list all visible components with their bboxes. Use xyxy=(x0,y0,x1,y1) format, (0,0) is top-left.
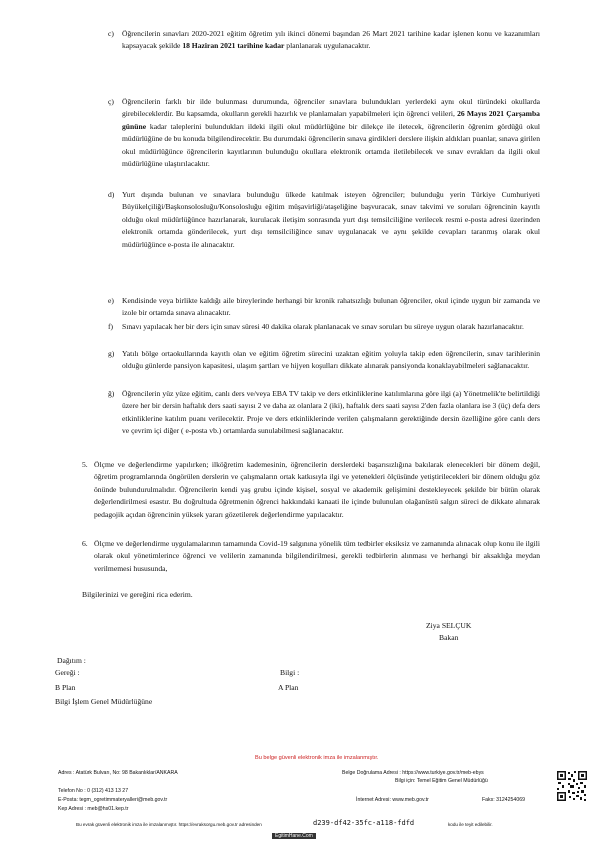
list-item-text xyxy=(122,321,540,333)
verify-note-left: Bu evrak güvenli elektronik imza ile imzalanmıştır. https://evraksorgu.meb.gov.tr adresinden xyxy=(76,822,262,827)
text-run: Sınavı yapılacak her bir ders için sınav süresi 40 dakika olarak planlanacak ve sınav soruları bu süreye uygun olarak hazırlanacaktır. xyxy=(122,322,524,331)
signature-title: Bakan xyxy=(439,633,459,642)
text-run: Yatılı bölge ortaokullarında kayıtlı olan ve eğitim öğretim sürecini uzaktan eğitim yoluyla takip eden öğrencilerin, sınav tarihlerinin olduğu günlerde pansiyon kapasitesi, ulaşım şartları ve hijyen koşulları dikkate alınarak pansiyonda konaklayabilmeleri sağlanacaktır. xyxy=(122,349,540,371)
closing-sentence: Bilgilerinizi ve gereğini rica ederim. xyxy=(82,590,193,599)
emphasized-text: 18 Haziran 2021 tarihine kadar xyxy=(182,41,285,51)
list-item-label: ç) xyxy=(108,97,114,106)
paragraph-text: Ölçme ve değerlendirme yapılırken; ilköğretim kademesinin, öğrencilerin derslerdeki başarısızlığına bakılarak elenecekleri bir dönem değil, öğretim programlarında öngörülen derslerin ve çalışmaların ortak katkısıyla ilgi ve yetenekleri ölçüsünde yetiştirilecekleri bir dönem olduğu göz önünde bulundurulmalıdır. Öğrencilerin kendi yaş grubu içinde kişisel, sosyal ve akademik gelişimini destekleyecek şekilde bir bütün olarak değerlendirilmesi esastır. Bu doğrultuda öğretmenin öğrenci hakkındaki kanaati ile içinde bulunulan olağanüstü salgın süreci de dikkate alınarak pedagojik açıdan öğrencinin yüksek yararı gözetilerek değerlendirme yapılacaktır. xyxy=(94,460,540,519)
distribution-gereği-label: Gereği : xyxy=(55,668,80,677)
list-item-label: g) xyxy=(108,349,115,358)
footer-info: Bilgi için: Temel Eğitim Genel Müdürlüğü xyxy=(395,778,488,784)
distribution-bilgi-value: A Plan xyxy=(278,683,299,692)
distribution-bilgi-label: Bilgi : xyxy=(280,668,300,677)
list-item-text xyxy=(122,295,540,320)
list-item-label: ğ) xyxy=(108,389,115,398)
paragraph-number: 5. xyxy=(82,460,88,469)
text-run: Öğrencilerin sınavları 2020-2021 eğitim öğretim yılı ikinci dönemi başından 26 Mart 2021 tarihine kadar işlenen konu ve kazanımları kapsayacak şekilde xyxy=(122,29,540,51)
paragraph-number: 6. xyxy=(82,539,88,548)
list-item-text xyxy=(122,189,540,251)
verify-note-right: kodu ile teyit edilebilir. xyxy=(448,822,493,827)
list-item-label: f) xyxy=(108,322,114,331)
paragraph-text: Ölçme ve değerlendirme uygulamalarının tamamında Covid-19 salgınına yönelik tüm tedbirler eksiksiz ve zamanında alınacak olup konu ile ilgili olarak okul yönetimlerince öğrenci ve velilerin zamanında bilgilendirilmesi, gerekli tedbirlerin alınması ve herhangi bir aksaklığa meydan verilmemesi hususunda, xyxy=(94,539,540,573)
list-item-text xyxy=(122,348,540,373)
list-item-text xyxy=(122,28,540,53)
footer-email[interactable]: E-Posta: tegm_ogretimmateryalleri@meb.gov.tr xyxy=(58,797,168,803)
list-item-label: e) xyxy=(108,296,114,305)
distribution-extra: Bilgi İşlem Genel Müdürlüğüne xyxy=(55,697,153,706)
footer-web[interactable]: İnternet Adresi: www.meb.gov.tr xyxy=(356,797,429,803)
list-item-label: d) xyxy=(108,190,115,199)
text-run: Öğrencilerin yüz yüze eğitim, canlı ders ve/veya EBA TV takip ve ders etkinliklerine katılımlarına göre ilgi (a) Yönetmelik'te belirtildiği üzere her bir dersin haftalık ders saati sayısı 2 ve daha az olanlara 2 (iki), haftalık ders saati sayısı 2'den fazla olanlara ise 3 (üç) defa ders etkinliklerine katılım puanı verilecektir. Proje ve ders etkinliklerinde verilen çalışmaların gerektiğinde dersin özelliğine göre canlı ders ve çevrim içi diğer ( e-posta vb.) ortamlarda sunulabilmesi sağlanacaktır. xyxy=(122,389,540,436)
footer-kep: Kep Adresi : meb@hs01.kep.tr xyxy=(58,806,129,812)
watermark-label: EgitimHane.Com xyxy=(272,833,316,839)
distribution-heading: Dağıtım : xyxy=(57,656,86,665)
signature-name: Ziya SELÇUK xyxy=(426,621,472,630)
qr-code-icon xyxy=(556,770,588,802)
esign-note: Bu belge güvenli elektronik imza ile imzalanmıştır. xyxy=(255,755,379,761)
text-run: Kendisinde veya birlikte kaldığı aile bireylerinde herhangi bir kronik rahatsızlığı bulunan öğrenciler, okul içinde uygun bir zamanda ve izole bir ortamda sınava alınacaktır. xyxy=(122,296,540,318)
footer-address: Adres : Atatürk Bulvarı, No: 98 Bakanlıklar/ANKARA xyxy=(58,770,178,776)
list-item-text xyxy=(122,96,540,170)
text-run: kadar taleplerini bulundukları ildeki ilgili okul müdürlüğüne bir dilekçe ile iletecek, öğrencilerin öğrenim gördüğü okul müdürlüğüne de bu konuda bilgilendirecektir. Bu durumdaki öğrencilerin sınava girdikleri derslere ilişkin aldıkları puanlar, sınava girilen okul müdürlüğünce öğrencilerin kayıtlarının bulunduğu okullara elektronik ortamda iletilebilecek ve sınav evrakları da ilgili okul müdürlüğüne ulaştırılacaktır. xyxy=(122,121,540,169)
text-run: Yurt dışında bulunan ve sınavlara bulunduğu ülkede katılmak isteyen öğrenciler; bulunduğu yerin Türkiye Cumhuriyeti Büyükelçiliği/Başkonsolosluğu/Konsolosluğu eğitim müşavirliği/ataşeliğine başvuracak, sınav takvimi ve soruları öğrencinin kayıtlı olduğu okul müdürlüğünce hazırlanarak, kurulacak iletişim sonrasında yurt dışı temsilciliğine verilecek resmi e-posta adresi üzerinden elektronik ortamda gönderilecek, yurt dışı temsilciliğince sınav uygulanacak ve aynı şekilde cevapları taranmış olarak okul müdürlüğünce e-posta ile alınacaktır. xyxy=(122,190,540,249)
list-item-text xyxy=(122,388,540,438)
list-item-label: c) xyxy=(108,29,114,38)
verify-code: d239-df42-35fc-a118-fdfd xyxy=(313,819,415,827)
footer-fax: Faks: 3124254069 xyxy=(482,797,525,803)
footer-verify-url[interactable]: Belge Doğrulama Adresi : https://www.turkiye.gov.tr/meb-ebys xyxy=(342,770,484,776)
text-run: Öğrencilerin farklı bir ilde bulunması durumunda, öğrenciler sınavlara bulundukları yerlerdeki aynı okul türündeki okullarda girebileceklerdir. Bu kapsamda, okulların gerekli hazırlık ve planlamaları yapabilmeleri için öğrenci velileri, xyxy=(122,97,540,119)
emphasized-text: 26 Mayıs 2021 Çarşamba gününe xyxy=(122,109,540,131)
text-run: planlanarak uygulanacaktır. xyxy=(284,41,371,51)
footer-phone: Telefon No : 0 (312) 413 13 27 xyxy=(58,788,129,794)
distribution-gereği-value: B Plan xyxy=(55,683,76,692)
